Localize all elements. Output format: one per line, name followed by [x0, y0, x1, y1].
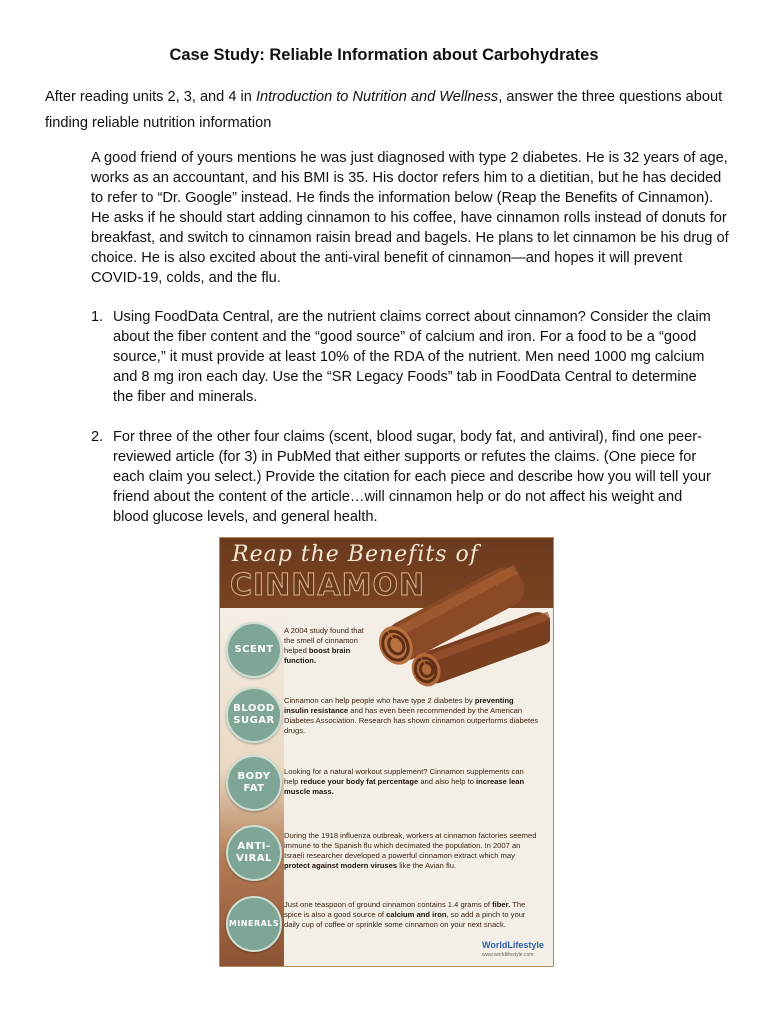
intro-text-before: After reading units 2, 3, and 4 in	[45, 89, 256, 105]
scent-badge: SCENT	[226, 622, 282, 678]
blood-sugar-claim-text: Cinnamon can help people who have type 2 diabetes by preventing insulin resistance and has even been recommended by the American Diabetes Association. Research has shown cinnamon outperforms diabetes drugs.	[284, 696, 539, 735]
intro-paragraph	[45, 84, 735, 136]
textbook-title: Introduction to Nutrition and Wellness	[255, 89, 499, 105]
infographic-main-heading: CINNAMON	[230, 568, 426, 603]
worldlifestyle-logo: WorldLifestyle	[482, 940, 544, 950]
body-fat-badge: BODY FAT	[226, 755, 282, 811]
worldlifestyle-url: www.worldlifestyle.com	[482, 952, 534, 958]
cinnamon-sticks-illustration	[370, 554, 550, 714]
blood-sugar-badge: BLOOD SUGAR	[226, 687, 282, 743]
minerals-claim-text: Just one teaspoon of ground cinnamon contains 1.4 grams of fiber. The spice is also a good source of calcium and iron, so add a pinch to your daily cup of coffee or sprinkle some cinnamon on your next snack.	[284, 900, 526, 929]
question-number: 2.	[91, 429, 104, 445]
body-fat-claim-text: Looking for a natural workout supplement? Cinnamon supplements can help reduce your body fat percentage and also help to increase lean muscle mass.	[284, 767, 525, 796]
infographic-script-heading: Reap the Benefits of	[232, 542, 479, 567]
question-text: For three of the other four claims (scent, blood sugar, body fat, and antiviral), find one peer-reviewed article (for 3) in PubMed that either supports or refutes the claims. (One piece for each claim you select.) Provide the citation for each piece and describe how you will tell your friend about the content of the article…will cinnamon help or do not affect his weight and blood glucose levels, and general health.	[113, 429, 711, 525]
page-title: Case Study: Reliable Information about Carbohydrates	[169, 46, 599, 64]
scent-claim-text: A 2004 study found that the smell of cinnamon helped boost brain function.	[284, 626, 364, 665]
question-number: 1.	[91, 309, 104, 325]
minerals-badge: MINERALS	[226, 896, 282, 952]
case-scenario-paragraph: A good friend of yours mentions he was just diagnosed with type 2 diabetes. He is 32 years of age, works as an accountant, and his BMI is 35. His doctor refers him to a dietitian, but he has decided to refer to “Dr. Google” instead. He finds the information below (Reap the Benefits of Cinnamon). He asks if he should start adding cinnamon to his coffee, have cinnamon rolls instead of donuts for breakfast, and switch to cinnamon raisin bread and bagels. He plans to let cinnamon be his drug of choice. He is also excited about the anti-viral benefit of cinnamon—and hopes it will prevent COVID-19, colds, and the flu.	[91, 150, 729, 286]
anti-viral-badge: ANTI- VIRAL	[226, 825, 282, 881]
anti-viral-claim-text: During the 1918 influenza outbreak, workers at cinnamon factories seemed immune to the Spanish flu which decimated the population. In 2007 an Israeli researcher developed a powerful cinnamon extract which may protect against modern viruses like the Avian flu.	[284, 831, 537, 870]
cinnamon-infographic	[219, 537, 554, 967]
question-text: Using FoodData Central, are the nutrient claims correct about cinnamon? Consider the claim about the fiber content and the “good source” of calcium and iron. For a food to be a “good source,” it must provide at least 10% of the RDA of the nutrient. Men need 1000 mg calcium and 8 mg iron each day. Use the “SR Legacy Foods” tab in FoodData Central to determine the fiber and minerals.	[113, 309, 711, 405]
intro-text-after: , answer the three questions about finding reliable nutrition information	[45, 89, 723, 131]
